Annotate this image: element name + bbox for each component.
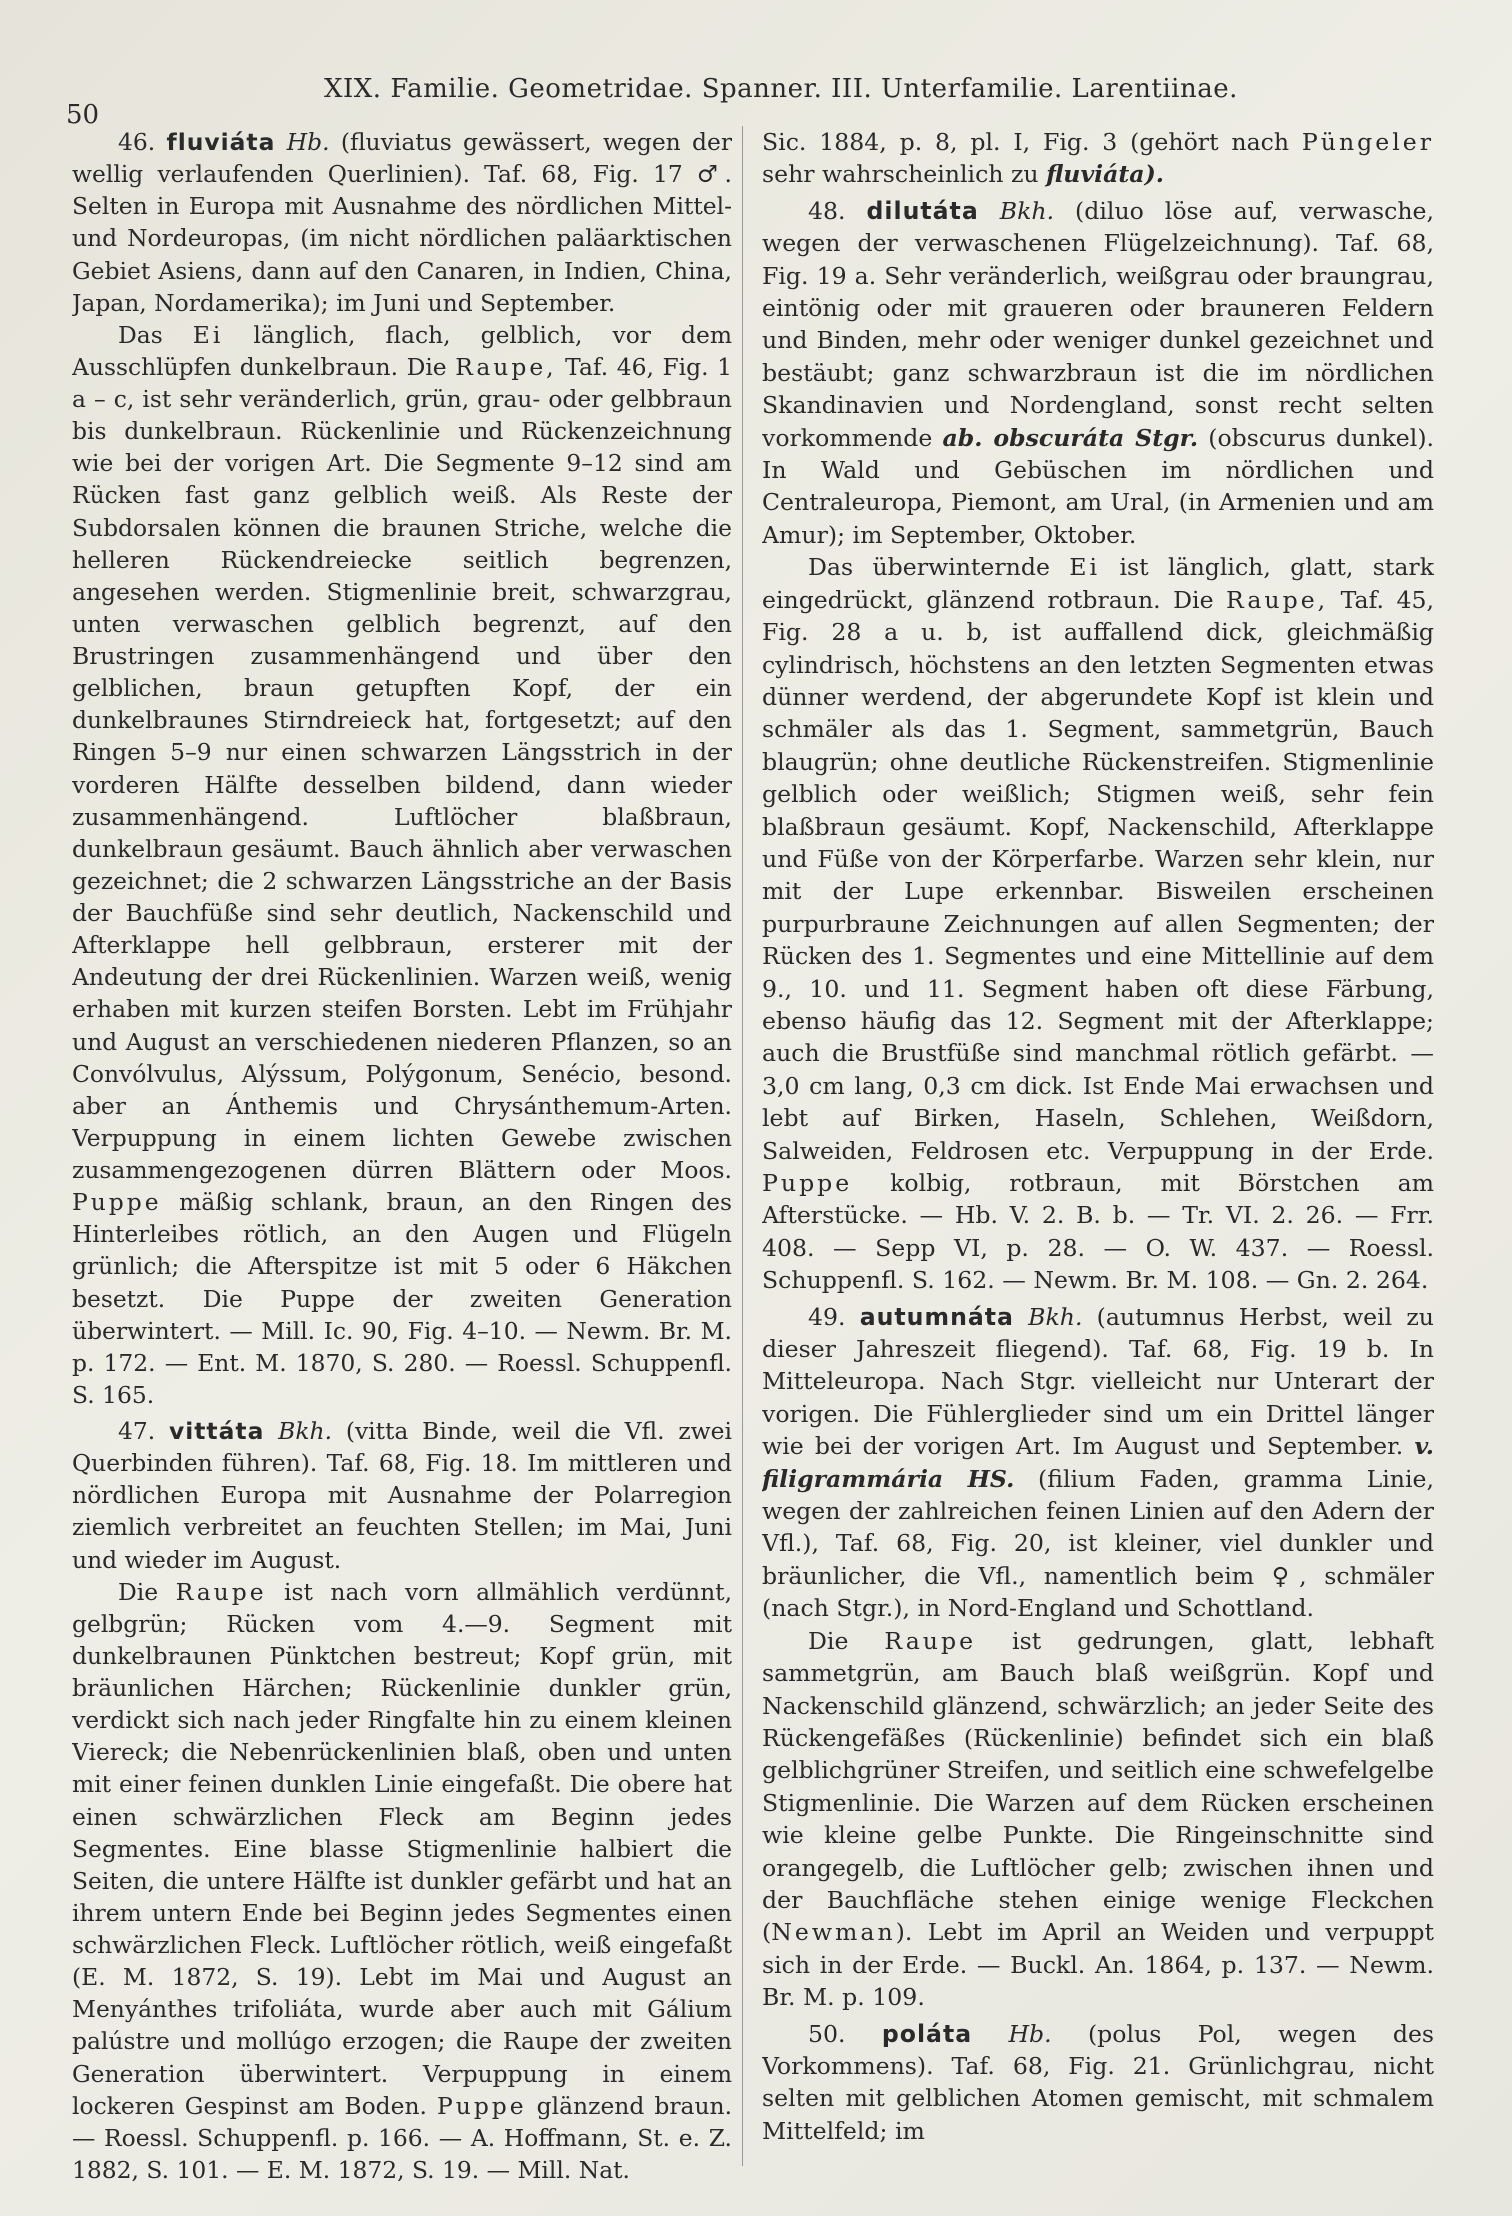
text-run: Das überwinternde — [808, 553, 1050, 582]
species-reference: fluviáta). — [1046, 160, 1164, 189]
text-run: Die — [118, 1577, 159, 1606]
entry-49-larva — [762, 1625, 1434, 2014]
entry-text: (fluviatus gewässert, wegen der wellig verlaufenden Querlinien). Taf. 68, Fig. 17 ♂. Selten in Europa mit Ausnahme des nördlichen Mittel- und Nordeuropas, (im nicht nördlichen paläarktischen Gebiet Asiens, dann auf den Canaren, in Indien, China, Japan, Nordamerika); im Juni und September. — [72, 128, 732, 317]
author-abbrev: Bkh. — [1028, 1302, 1083, 1331]
right-column — [762, 126, 1434, 2186]
entry-number: 47. — [118, 1417, 156, 1445]
author-abbrev: Hb. — [286, 128, 330, 156]
text-run: länglich, flach, gelblich, vor dem Ausschlüpfen dunkelbraun. Die — [72, 320, 732, 381]
author-abbrev: Hb. — [1008, 2019, 1052, 2048]
running-head: XIX. Familie. Geometridae. Spanner. III. Unterfamilie. Larentiinae. — [324, 74, 1238, 104]
person-name: Püngeler — [1301, 128, 1434, 156]
entry-46-larva — [72, 319, 732, 1411]
entry-number: 50. — [808, 2019, 846, 2048]
term-puppe: Puppe — [437, 2091, 527, 2120]
text-run: Taf. 46, Fig. 1 a – c, ist sehr veränderlich, grün, grau- oder gelbbraun bis dunkelbraun. Rückenlinie und Rückenzeichnung wie bei der vorigen Art. Die Segmente 9–12 sind am Rücken fast ganz gelblich weiß. Als Reste der Subdorsalen können die braunen Striche, welche die helleren Rückendreiecke seitlich begrenzen, angesehen werden. Stigmenlinie breit, schwarzgrau, unten verwaschen gelblich begrenzt, auf den Brustringen zusammenhängend und über den gelblichen, braun getupften Kopf, der ein dunkelbraunes Stirndreieck hat, fortgesetzt; auf den Ringen 5–9 nur einen schwarzen Längsstrich in der vorderen Hälfte desselben bildend, dann wieder zusammenhängend. Luftlöcher blaßbraun, dunkelbraun gesäumt. Bauch ähnlich aber verwaschen gezeichnet; die 2 schwarzen Längsstriche an der Basis der Bauchfüße sind sehr deutlich, Nackenschild und Afterklappe hell gelbbraun, ersterer mit der Andeutung der drei Rückenlinien. Warzen weiß, wenig erhaben mit kurzen steifen Borsten. Lebt im Frühjahr und August an verschiedenen niederen Pflanzen, so an Convólvulus, Alýssum, Polýgonum, Senécio, besond. aber an Ánthemis und Chrysánthemum-Arten. Verpuppung in einem lichten Gewebe zwischen zusammengezogenen dürren Blättern oder Moos. — [72, 352, 732, 1184]
text-run: (diluo löse auf, verwasche, wegen der verwaschenen Flügelzeichnung). Taf. 68, Fig. 19 a. Sehr veränderlich, weißgrau oder braungrau, eintönig oder mit graueren oder brauneren Feldern und Binden, mehr oder weniger dunkel gezeichnet und bestäubt; ganz schwarzbraun ist die im nördlichen Skandinavien und Nordengland, sonst recht selten vorkommende — [762, 196, 1434, 452]
left-column — [72, 126, 732, 2186]
text-run: (filium Faden, gramma Linie, wegen der zahlreichen feinen Linien auf den Adern der Vfl.), Taf. 68, Fig. 20, ist kleiner, viel dunkler und bräunlicher, die Vfl., namentlich beim ♀, schmäler (nach Stgr.), in Nord-England und Schottland. — [762, 1464, 1434, 1623]
species-name: fluviáta — [166, 128, 276, 156]
term-raupe: Raupe, — [455, 352, 557, 381]
entry-47-larva — [72, 1576, 732, 2186]
aberration-name: ab. obscuráta Stgr. — [942, 423, 1199, 452]
person-name: Newman — [771, 1918, 896, 1947]
text-run: ). Lebt im April an Weiden und verpuppt sich in der Erde. — Buckl. An. 1864, p. 137. — Newm. Br. M. p. 109. — [762, 1918, 1434, 2012]
text-run: Das — [118, 320, 163, 349]
term-ei: Ei — [1069, 553, 1101, 582]
term-raupe: Raupe — [175, 1577, 267, 1606]
text-run: kolbig, rotbraun, mit Börstchen am Afterstücke. — Hb. V. 2. B. b. — Tr. VI. 2. 26. — Frr. 408. — Sepp VI, p. 28. — O. W. 437. — Roessl. Schuppenfl. S. 162. — Newm. Br. M. 108. — Gn. 2. 264. — [762, 1169, 1434, 1295]
text-run: (obscurus dunkel). In Wald und Gebüschen im nördlichen und Centraleuropa, Piemont, am Ural, (in Armenien und am Amur); im September, Oktober. — [762, 423, 1434, 549]
species-name: poláta — [881, 2019, 973, 2048]
text-run: ist länglich, glatt, stark eingedrückt, glänzend rotbraun. Die — [762, 553, 1434, 614]
text-run: ist gedrungen, glatt, lebhaft sammetgrün, am Bauch blaß weißgrün. Kopf und Nackenschild glänzend, schwärzlich; an jeder Seite des Rückengefäßes (Rückenlinie) befindet sich ein blaß gelblichgrüner Streifen, und seitlich eine schwefelgelbe Stigmenlinie. Die Warzen auf dem Rücken erscheinen wie kleine gelbe Punkte. Die Ringeinschnitte sind orangegelb, die Luftlöcher gelb; zwischen ihnen und der Bauchfläche stehen einige wenige Fleckchen ( — [762, 1626, 1434, 1947]
entry-46-intro — [72, 126, 732, 319]
text-run: (autumnus Herbst, weil zu dieser Jahreszeit fliegend). Taf. 68, Fig. 19 b. In Mitteleuropa. Nach Stgr. vielleicht nur Unterart der vorigen. Die Fühlerglieder sind um ein Drittel länger wie bei der vorigen Art. Im August und September. — [762, 1302, 1434, 1461]
species-name: autumnáta — [859, 1302, 1014, 1331]
term-ei: Ei — [192, 320, 224, 349]
term-raupe: Raupe, — [1226, 585, 1329, 614]
author-abbrev: Bkh. — [278, 1417, 333, 1445]
entry-text: (vitta Binde, weil die Vfl. zwei Querbinden führen). Taf. 68, Fig. 18. Im mittleren und nördlichen Europa mit Ausnahme der Polarregion ziemlich verbreitet an feuchten Stellen; im Mai, Juni und wieder im August. — [72, 1417, 732, 1574]
text-run: Sic. 1884, p. 8, pl. I, Fig. 3 (gehört nach — [762, 128, 1290, 156]
author-abbrev: Bkh. — [999, 196, 1055, 225]
entry-47-intro — [72, 1415, 732, 1576]
text-run: sehr wahrscheinlich zu — [762, 160, 1039, 189]
variety-name: v. filigrammária HS. — [762, 1432, 1434, 1493]
entry-50-intro — [762, 2018, 1434, 2148]
entry-49-intro — [762, 1301, 1434, 1625]
entry-48-intro — [762, 195, 1434, 551]
entry-number: 46. — [118, 128, 156, 156]
term-puppe: Puppe — [72, 1188, 162, 1217]
page-header — [66, 64, 1452, 130]
text-run: mäßig schlank, braun, an den Ringen des Hinterleibes rötlich, an den Augen und Flügeln grünlich; die Afterspitze ist mit 5 oder 6 Häkchen besetzt. Die Puppe der zweiten Generation überwintert. — Mill. Ic. 90, Fig. 4–10. — Newm. Br. M. p. 172. — Ent. M. 1870, S. 280. — Roessl. Schuppenfl. S. 165. — [72, 1188, 732, 1409]
species-name: dilutáta — [866, 196, 979, 225]
text-run: ist nach vorn allmählich verdünnt, gelbgrün; Rücken vom 4.—9. Segment mit dunkelbraunen Pünktchen bestreut; Kopf grün, mit bräunlichen Härchen; Rückenlinie dunkler grün, verdickt sich nach jeder Ringfalte hin zu einem kleinen Viereck; die Nebenrückenlinien blaß, oben und unten mit einer feinen dunklen Linie eingefaßt. Die obere hat einen schwärzlichen Fleck am Beginn jedes Segmentes. Eine blasse Stigmenlinie halbiert die Seiten, die untere Hälfte ist dunkler gefärbt und hat an ihrem untern Ende bei Beginn jedes Segmentes einen schwärzlichen Fleck. Luftlöcher rötlich, weiß eingefaßt (E. M. 1872, S. 19). Lebt im Mai und August an Menyánthes trifoliáta, wurde aber auch mit Gálium palústre und mollúgo erzogen; die Raupe der zweiten Generation überwintert. Verpuppung in einem lockeren Gespinst am Boden. — [72, 1577, 732, 2120]
term-puppe: Puppe — [762, 1169, 853, 1197]
entry-48-larva — [762, 551, 1434, 1296]
species-name: vittáta — [168, 1417, 265, 1445]
text-run: glänzend braun. — Roessl. Schuppenfl. p. 166. — A. Hoffmann, St. e. Z. 1882, S. 101. — E. M. 1872, S. 19. — Mill. Nat. — [72, 2091, 732, 2184]
page-number: 50 — [66, 100, 100, 130]
entry-number: 48. — [808, 196, 846, 225]
text-run: Taf. 45, Fig. 28 a u. b, ist auffallend dick, gleichmäßig cylindrisch, höchstens an den letzten Segmenten etwas dünner werdend, der abgerundete Kopf ist klein und schmäler als das 1. Segment, sammetgrün, Bauch blaugrün; ohne deutliche Rückenstreifen. Stigmenlinie gelblich oder weißlich; Stigmen weiß, sehr fein blaßbraun gesäumt. Kopf, Nackenschild, Afterklappe und Füße von der Körperfarbe. Warzen sehr klein, nur mit der Lupe erkennbar. Bisweilen erscheinen purpurbraune Zeichnungen auf allen Segmenten; der Rücken des 1. Segmentes und eine Mittellinie auf dem 9., 10. und 11. Segment haben oft diese Färbung, ebenso häufig das 12. Segment mit der Afterklappe; auch die Brustfüße sind manchmal rötlich gefärbt. — 3,0 cm lang, 0,3 cm dick. Ist Ende Mai erwachsen und lebt auf Birken, Haseln, Schlehen, Weißdorn, Salweiden, Feldrosen etc. Verpuppung in der Erde. — [762, 585, 1434, 1165]
entry-number: 49. — [808, 1302, 846, 1331]
term-raupe: Raupe — [884, 1626, 977, 1655]
text-run: Die — [808, 1626, 849, 1655]
text-run: (polus Pol, wegen des Vorkommens). Taf. 68, Fig. 21. Grünlichgrau, nicht selten mit gelblichen Atomen gemischt, mit schmalem Mittelfeld; im — [762, 2019, 1434, 2145]
column-divider — [742, 126, 743, 2166]
continuation-text — [762, 126, 1434, 191]
